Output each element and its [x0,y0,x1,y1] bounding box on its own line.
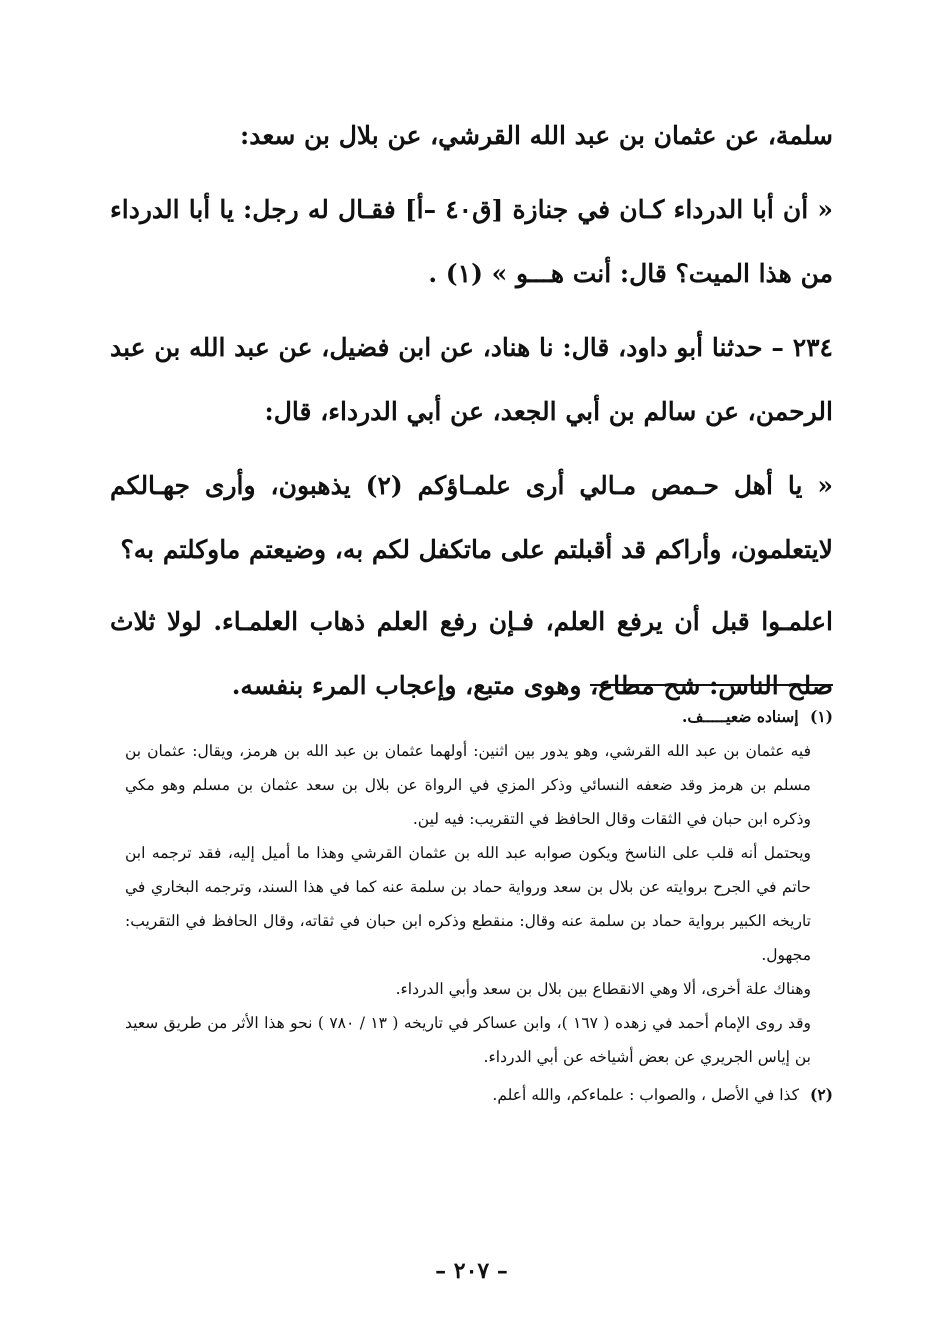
page-number: – ٢٠٧ – [435,1258,508,1284]
paragraph-5: اعلمـوا قبل أن يرفع العلم، فـإن رفع العلم ذهاب العلمـاء. لولا ثلاث صلح الناس: شح مطاع، وهوى متبع، وإعجاب المرء بنفسه. [110,607,833,700]
paragraph-1: سلمة، عن عثمان بن عبد الله القرشي، عن بلال بن سعد: [239,121,833,150]
footnote-1-line: وقد روى الإمام أحمد في زهده ( ١٦٧ )، وابن عساكر في تاريخه ( ١٣ / ٧٨٠ ) نحو هذا الأثر من طريق سعيد بن إياس الجريري عن بعض أشياخه عن أبي الدرداء. [125,1014,812,1066]
paragraph-2: « أن أبا الدرداء كـان في جنازة [ق٤٠ –أ] فقـال له رجل: يا أبا الدرداء من هذا الميت؟ قال: أنت هـــو » (١) . [110,195,833,288]
paragraph-4: « يا أهل حـمص مـالي أرى علمـاؤكم (٢) يذهبون، وأرى جهـالكم لايتعلمون، وأراكم قد أقبلتم على ماتكفل لكم به، وضيعتم ماوكلتم به؟ [110,471,834,564]
footnote-2-number: (٢) [809,1085,833,1104]
footnote-1-line: ويحتمل أنه قلب على الناسخ ويكون صوابه عبد الله بن عثمان القرشي وهذا ما أميل إليه، فقد ترجمه ابن حاتم في الجرح بروايته عن بلال بن سعد ورواية حماد بن سلمة عنه كما في هذا السند، وترجمه البخاري في تاريخه الكبير برواية حماد بن سلمة عنه وقال: منقطع وذكره ابن حبان في ثقاته، وقال الحافظ في التقريب: مجهول. [125,844,811,964]
footnotes [125,700,833,1112]
footnote-1-body [125,734,811,1074]
footnote-1-number: (١) [809,707,833,726]
footnote-1-heading [125,700,833,734]
footnote-1-title: إسناده ضعيـــــف. [682,707,799,726]
main-text [110,104,833,718]
footnote-separator [590,684,833,686]
footnote-2 [125,1078,833,1112]
footnote-1-line: فيه عثمان بن عبد الله القرشي، وهو يدور بين اثنين: أولهما عثمان بن عبد الله بن هرمز، ويقال: عثمان بن مسلم بن هرمز وقد ضعفه النسائي وذكر المزي في الرواة عن بلال بن سعد عثمان بن مسلم وهو مكي وذكره ابن حبان في الثقات وقال الحافظ في التقريب: فيه لين. [125,742,811,828]
footnote-2-text: كذا في الأصل ، والصواب : علماءكم، والله أعلم. [492,1086,800,1104]
footnote-1-line: وهناك علة أخرى، ألا وهي الانقطاع بين بلال بن سعد وأبي الدرداء. [395,980,811,998]
paragraph-3: ٢٣٤ – حدثنا أبو داود، قال: نا هناد، عن ابن فضيل، عن عبد الله بن عبد الرحمن، عن سالم بن أبي الجعد، عن أبي الدرداء، قال: [110,333,833,426]
